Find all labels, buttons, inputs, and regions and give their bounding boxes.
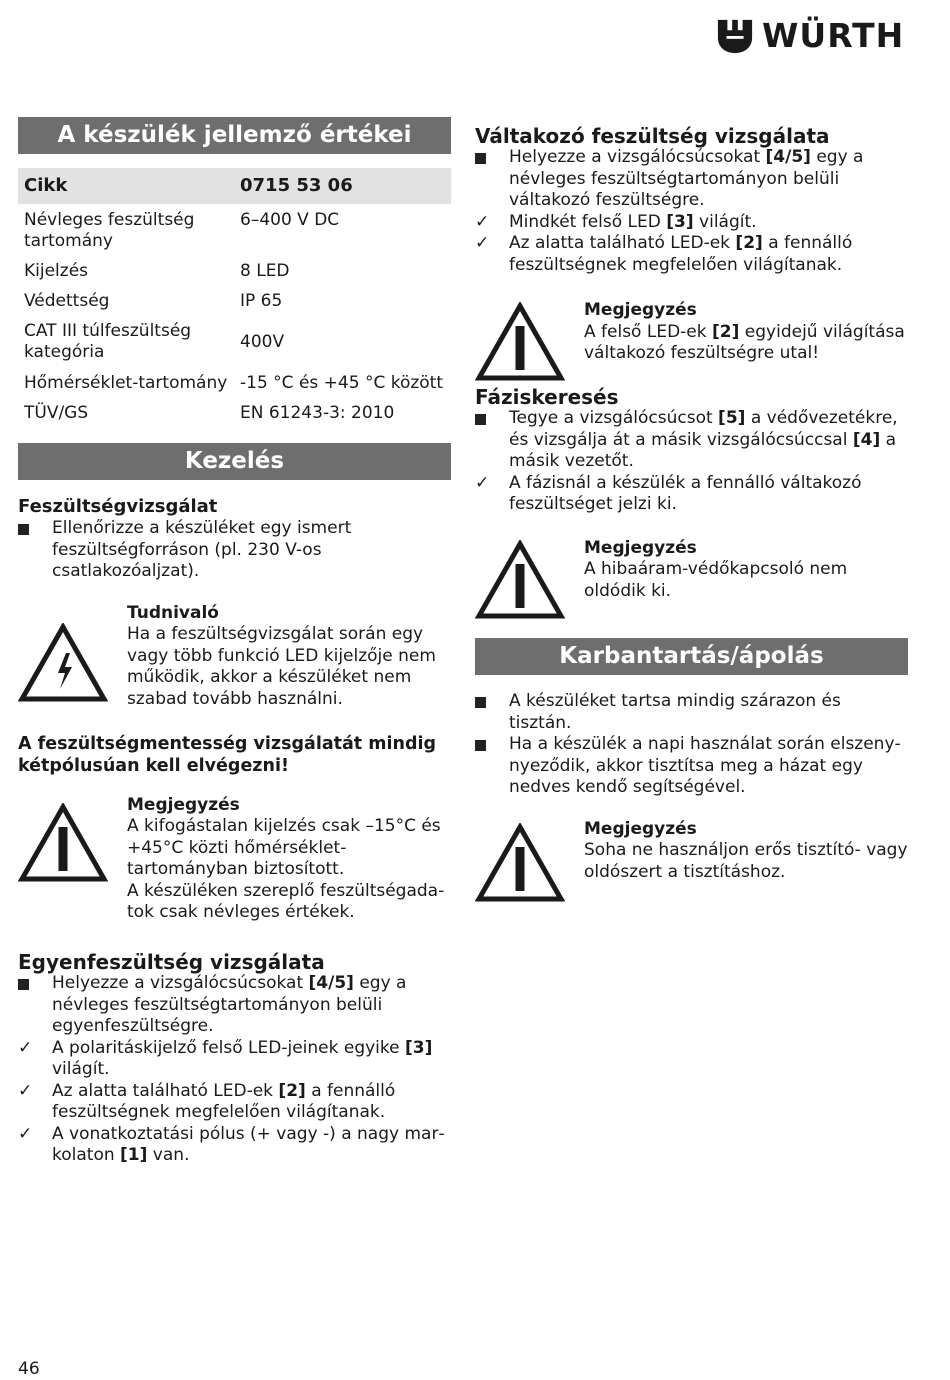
spec-key: TÜV/GS xyxy=(24,402,89,423)
phase-section xyxy=(475,386,908,628)
list-item-text: a másik vezetőt. xyxy=(509,429,897,471)
table-row xyxy=(18,256,451,286)
list-item xyxy=(475,147,908,212)
list-item xyxy=(475,233,908,276)
wurth-logo-icon xyxy=(716,17,754,55)
note-text: egyidejű világítása váltakozó feszültségre utal! xyxy=(584,321,905,363)
list-item-text: van. xyxy=(147,1145,190,1165)
list-item-text: a fennálló feszültségnek megfelelően világítanak. xyxy=(52,1080,396,1122)
list-item xyxy=(18,1081,451,1124)
table-row xyxy=(18,368,451,398)
section-title: Váltakozó feszültség vizsgálata xyxy=(475,124,830,148)
list-item-text: a védővezetékre, és vizsgálja át a másik vizsgálócsúccsal xyxy=(509,408,898,450)
list-item-text: Tegye a vizsgálócsúcsot xyxy=(509,408,719,428)
bullet-square-icon xyxy=(18,518,38,542)
spec-value: EN 61243-3: 2010 xyxy=(240,402,395,423)
part-reference: [2] xyxy=(735,233,763,253)
list-item-text: Mindkét felső LED xyxy=(509,211,667,232)
specs-title: A készülék jellemző értékei xyxy=(18,117,451,154)
table-row xyxy=(18,204,451,256)
caution-warning-icon xyxy=(18,803,108,883)
caution-warning-icon xyxy=(475,302,565,382)
note-block xyxy=(18,603,451,713)
list-item-text: Az alatta található LED-ek xyxy=(52,1080,279,1101)
list-item-text: A készüléket tartsa mindig szárazon és tisztán. xyxy=(509,691,841,733)
list-item xyxy=(475,212,908,234)
spec-key: Hőmérséklet-tartomány xyxy=(24,372,228,393)
list-item-text: A vonatkoztatási pólus (+ vagy -) a nagy markolaton xyxy=(52,1123,445,1165)
list-item-text: világít. xyxy=(693,211,757,232)
bullet-square-icon xyxy=(475,147,495,171)
table-row xyxy=(18,286,451,316)
spec-value: 400V xyxy=(240,331,285,352)
maintenance-title: Karbantartás/ápolás xyxy=(475,638,908,675)
part-reference: [3] xyxy=(666,211,694,232)
checkmark-icon: ✓ xyxy=(475,233,490,253)
bullet-square-icon xyxy=(475,691,495,715)
table-row xyxy=(18,316,451,368)
note-text: A kifogástalan kijelzés csak –15°C és +45°C közti hőmérséklettartományban biztosított. xyxy=(127,816,441,879)
section-title: Egyenfeszültség vizsgálata xyxy=(18,950,325,974)
note-text: Soha ne használjon erős tisztító- vagy oldószert a tisztításhoz. xyxy=(584,840,908,882)
specs-header-row xyxy=(18,168,451,204)
dc-section xyxy=(18,951,451,1167)
note-text: Ha a feszültségvizsgálat során egy vagy több funkció LED kijelzője nem működik, akkor a készüléket nem szabad tovább használni. xyxy=(127,624,436,709)
caution-warning-icon xyxy=(475,823,565,903)
note-text: A hibaáram-védőkapcsoló nem oldódik ki. xyxy=(584,559,848,601)
note-block xyxy=(475,300,908,386)
list-item-text: A fázisnál a készülék a fennálló váltakozó feszültséget jelzi ki. xyxy=(509,472,862,514)
note-title: Tudnivaló xyxy=(127,602,219,623)
ac-section xyxy=(475,125,908,386)
list-item-text: Helyezze a vizsgálócsúcsokat xyxy=(52,973,309,993)
spec-value: IP 65 xyxy=(240,290,283,311)
spec-key: Védettség xyxy=(24,290,110,311)
spec-key: Névleges feszültség tartomány xyxy=(24,210,195,251)
specs-header-key: Cikk xyxy=(18,168,234,204)
note-text: A felső LED-ek xyxy=(584,321,713,342)
wurth-logo xyxy=(716,16,910,56)
list-item xyxy=(475,473,908,516)
bullet-square-icon xyxy=(18,973,38,997)
part-reference: [1] xyxy=(120,1145,148,1165)
note-title: Megjegyzés xyxy=(584,818,697,839)
list-item-text: világít. xyxy=(52,1059,110,1079)
list-item xyxy=(18,1124,451,1167)
page-number: 46 xyxy=(18,1359,40,1379)
specs-section xyxy=(18,117,451,428)
checkmark-icon: ✓ xyxy=(18,1037,33,1058)
part-reference: [3] xyxy=(405,1037,433,1058)
list-item-text: egy a névleges feszültségtartományon belüli egyenfeszültségre. xyxy=(52,973,407,1036)
part-reference: [4] xyxy=(852,429,881,450)
part-reference: [2] xyxy=(278,1080,306,1101)
note-title: Megjegyzés xyxy=(584,537,697,558)
subsection-title: Feszültségvizsgálat xyxy=(18,496,218,517)
list-item xyxy=(475,734,908,799)
note-block xyxy=(475,538,908,628)
list-item xyxy=(18,1038,451,1081)
part-reference: [5] xyxy=(718,408,746,428)
brand-name: WÜRTH xyxy=(762,16,905,55)
list-item-text: Helyezze a vizsgálócsúcsokat xyxy=(509,147,766,167)
high-voltage-warning-icon xyxy=(18,623,108,703)
list-item-text: a fennálló feszültségnek megfelelően világítanak. xyxy=(509,233,853,275)
list-item xyxy=(475,408,908,473)
list-item xyxy=(475,691,908,734)
note-block xyxy=(18,795,451,930)
spec-value: -15 °C és +45 °C között xyxy=(240,372,444,393)
maintenance-section xyxy=(475,638,908,909)
note-block xyxy=(475,819,908,909)
list-item-text: Ha a készülék a napi használat során elszenynyeződik, akkor tisztítsa meg a házat egy nedves kendő segítségével. xyxy=(509,734,901,797)
bullet-square-icon xyxy=(475,734,495,758)
checkmark-icon: ✓ xyxy=(475,211,490,232)
part-reference: [4/5] xyxy=(765,147,811,167)
checkmark-icon: ✓ xyxy=(475,472,490,493)
note-title: Megjegyzés xyxy=(584,300,697,320)
spec-key: CAT III túlfeszültség kategória xyxy=(24,321,192,362)
warning-text: A feszültségmentesség vizsgálatát mindig kétpólusúan kell elvégezni! xyxy=(18,733,437,776)
note-title: Megjegyzés xyxy=(127,794,240,815)
spec-value: 8 LED xyxy=(240,260,290,281)
list-item-text: Az alatta található LED-ek xyxy=(509,233,736,253)
caution-warning-icon xyxy=(475,540,565,620)
table-row xyxy=(18,398,451,428)
list-item-text: Ellenőrizze a készüléket egy ismert feszültségforráson (pl. 230 V-os csatlakozóaljzat). xyxy=(52,518,352,581)
list-item xyxy=(18,973,451,1038)
checkmark-icon: ✓ xyxy=(18,1123,33,1144)
checkmark-icon: ✓ xyxy=(18,1080,33,1101)
note-text: A készüléken szereplő feszültségadatok csak névleges értékek. xyxy=(127,880,445,922)
spec-value: 6–400 V DC xyxy=(240,210,340,230)
list-item xyxy=(18,518,451,583)
spec-key: Kijelzés xyxy=(24,260,89,281)
kezeles-title: Kezelés xyxy=(18,443,451,480)
bullet-square-icon xyxy=(475,408,495,432)
section-title: Fáziskeresés xyxy=(475,385,619,409)
list-item-text: A polaritáskijelző felső LED-jeinek egyike xyxy=(52,1037,406,1058)
kezeles-section xyxy=(18,443,451,930)
specs-header-value: 0715 53 06 xyxy=(234,168,451,204)
specs-table xyxy=(18,168,451,428)
list-item-text: egy a névleges feszültségtartományon belüli váltakozó feszültségre. xyxy=(509,147,864,210)
part-reference: [2] xyxy=(712,321,740,342)
part-reference: [4/5] xyxy=(308,973,354,993)
